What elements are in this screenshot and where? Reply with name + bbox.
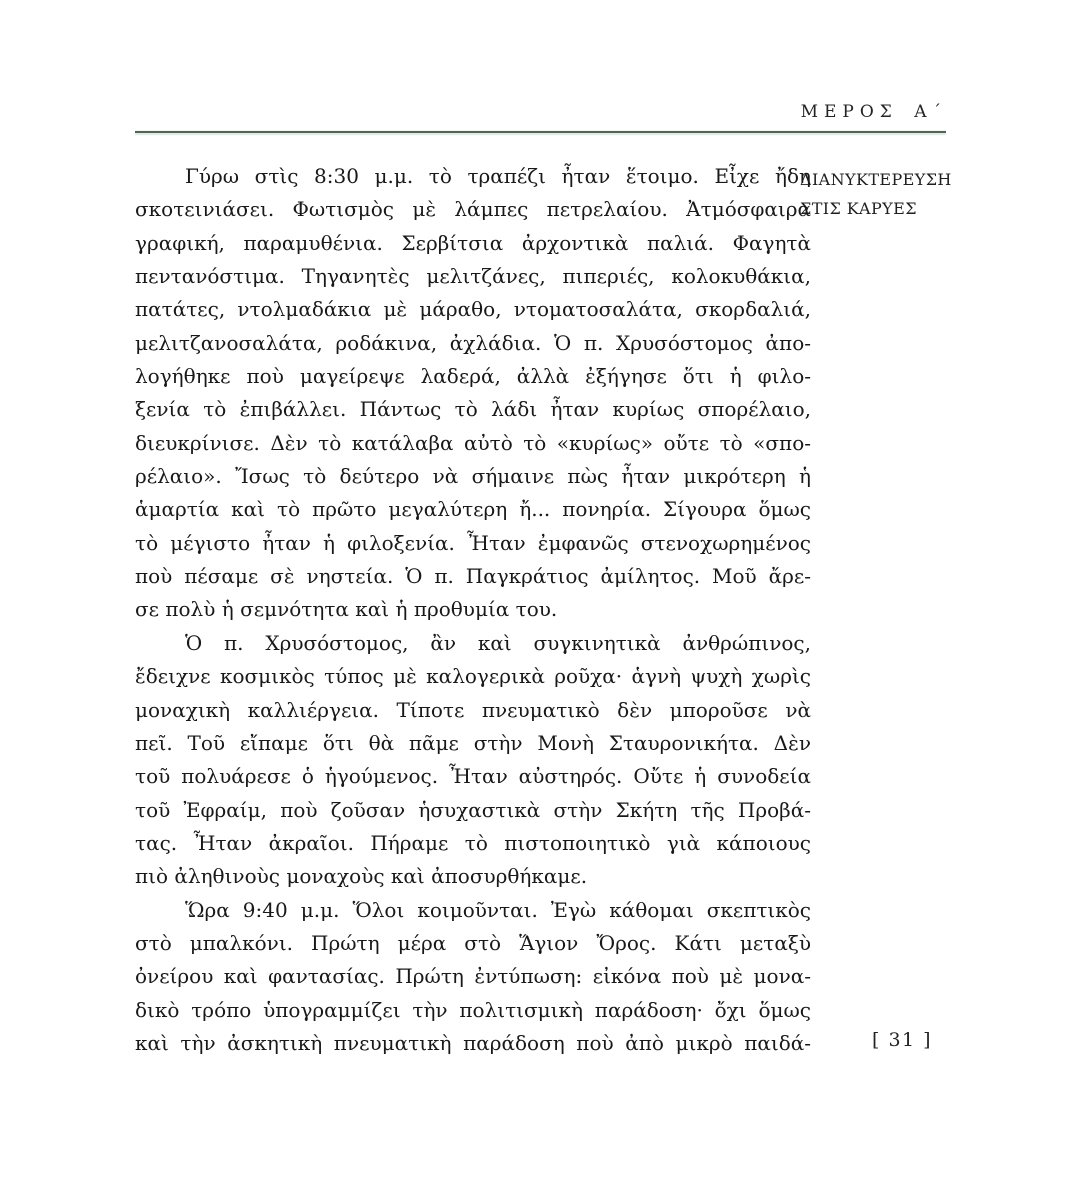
body-line: σε πολὺ ἡ σεμνότητα καὶ ἡ προθυμία του.: [135, 597, 558, 622]
body-text: [135, 160, 811, 1060]
body-line: ἁμαρτία καὶ τὸ πρῶτο μεγαλύτερη ἤ... πονηρία. Σίγουρα ὅμως: [135, 497, 811, 522]
body-line: τας. Ἦταν ἀκραῖοι. Πήραμε τὸ πιστοποιητικὸ γιὰ κάποιους: [135, 830, 811, 855]
body-line: πατάτες, ντολμαδάκια μὲ μάραθο, ντοματοσαλάτα, σκορδαλιά,: [135, 297, 811, 322]
margin-note-line-1: ΔΙΑΝΥΚΤΕΡΕΥΣΗ: [800, 170, 952, 189]
body-line: γραφική, παραμυθένια. Σερβίτσια ἀρχοντικὰ παλιά. Φαγητὰ: [135, 230, 811, 255]
body-line: ὀνείρου καὶ φαντασίας. Πρώτη ἐντύπωση: εἰκόνα ποὺ μὲ μονα-: [135, 964, 811, 989]
body-line: δικὸ τρόπο ὑπογραμμίζει τὴν πολιτισμικὴ παράδοση· ὄχι ὅμως: [135, 997, 811, 1022]
body-line: πεντανόστιμα. Τηγανητὲς μελιτζάνες, πιπεριές, κολοκυθάκια,: [135, 264, 811, 289]
body-line: διευκρίνισε. Δὲν τὸ κατάλαβα αὐτὸ τὸ «κυρίως» οὔτε τὸ «σπο-: [135, 430, 811, 455]
body-line: τοῦ πολυάρεσε ὁ ἡγούμενος. Ἦταν αὐστηρός. Οὔτε ἡ συνοδεία: [135, 764, 811, 789]
page-number: [ 31 ]: [872, 1029, 933, 1051]
body-line: λογήθηκε ποὺ μαγείρεψε λαδερά, ἀλλὰ ἐξήγησε ὅτι ἡ φιλο-: [135, 364, 811, 389]
body-line: Ὁ π. Χρυσόστομος, ἂν καὶ συγκινητικὰ ἀνθρώπινος,: [185, 630, 811, 655]
body-line: πιὸ ἀληθινοὺς μοναχοὺς καὶ ἀποσυρθήκαμε.: [135, 864, 588, 889]
body-line: στὸ μπαλκόνι. Πρώτη μέρα στὸ Ἅγιον Ὄρος. Κάτι μεταξὺ: [135, 930, 811, 955]
body-line: μοναχικὴ καλλιέργεια. Τίποτε πνευματικὸ δὲν μποροῦσε νὰ: [135, 697, 811, 722]
header-rule: [135, 131, 946, 133]
body-line: πεῖ. Τοῦ εἴπαμε ὅτι θὰ πᾶμε στὴν Μονὴ Σταυρονικήτα. Δὲν: [135, 730, 811, 755]
body-line: Ὥρα 9:40 μ.μ. Ὅλοι κοιμοῦνται. Ἐγὼ κάθομαι σκεπτικὸς: [185, 897, 811, 922]
margin-note-line-2: ΣΤΙΣ ΚΑΡΥΕΣ: [800, 199, 917, 218]
body-line: ξενία τὸ ἐπιβάλλει. Πάντως τὸ λάδι ἦταν κυρίως σπορέλαιο,: [135, 397, 811, 422]
body-line: τὸ μέγιστο ἦταν ἡ φιλοξενία. Ἦταν ἐμφανῶς στενοχωρημένος: [135, 530, 811, 555]
body-line: ἔδειχνε κοσμικὸς τύπος μὲ καλογερικὰ ροῦχα· ἁγνὴ ψυχὴ χωρὶς: [135, 664, 811, 689]
body-line: καὶ τὴν ἀσκητικὴ πνευματικὴ παράδοση ποὺ ἀπὸ μικρὸ παιδά-: [135, 1030, 811, 1055]
body-line: μελιτζανοσαλάτα, ροδάκινα, ἀχλάδια. Ὁ π. Χρυσόστομος ἀπο-: [135, 330, 811, 355]
body-line: σκοτεινιάσει. Φωτισμὸς μὲ λάμπες πετρελαίου. Ἀτμόσφαιρα: [135, 197, 811, 222]
body-line: ρέλαιο». Ἴσως τὸ δεύτερο νὰ σήμαινε πὼς ἦταν μικρότερη ἡ: [135, 464, 811, 489]
margin-note: [800, 165, 970, 223]
body-line: Γύρω στὶς 8:30 μ.μ. τὸ τραπέζι ἦταν ἕτοιμο. Εἶχε ἤδη: [185, 164, 811, 188]
body-line: ποὺ πέσαμε σὲ νηστεία. Ὁ π. Παγκράτιος ἀμίλητος. Μοῦ ἄρε-: [135, 564, 811, 589]
body-line: τοῦ Ἐφραίμ, ποὺ ζοῦσαν ἡσυχαστικὰ στὴν Σκήτη τῆς Προβά-: [135, 797, 811, 822]
running-header: ΜΕΡΟΣ Α´: [800, 102, 947, 122]
